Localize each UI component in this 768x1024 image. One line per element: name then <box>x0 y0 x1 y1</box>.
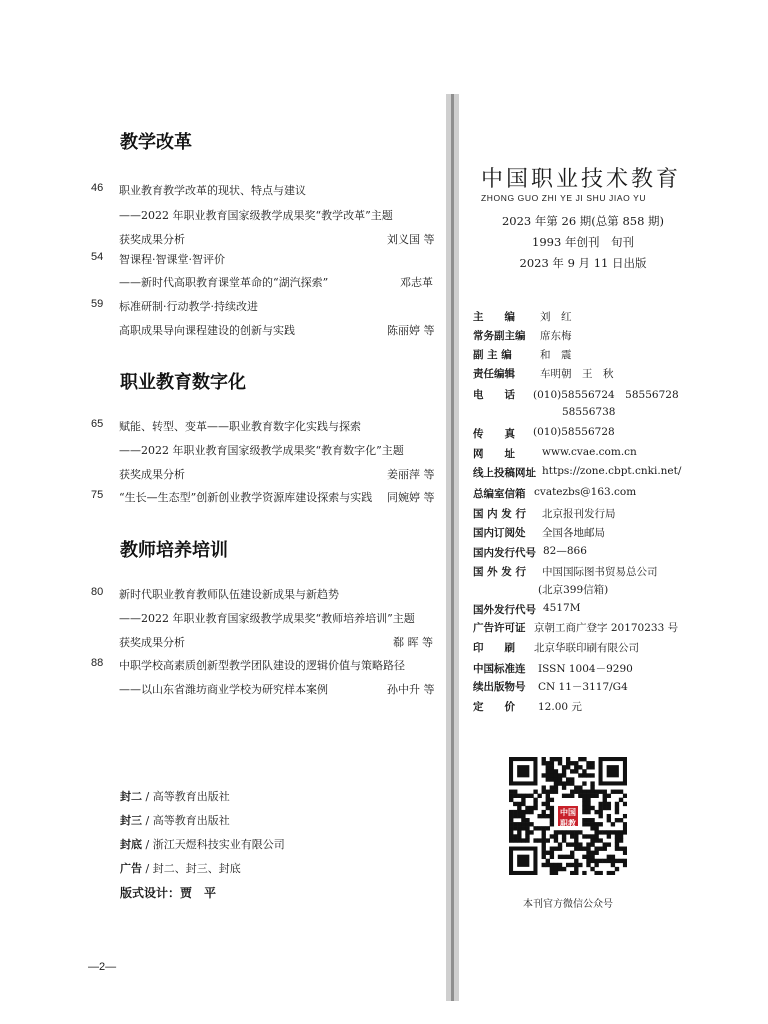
info-label: 责任编辑 <box>473 368 515 380</box>
info-value: 全国各地邮局 <box>542 527 605 539</box>
info-label: 网 址 <box>473 448 515 460</box>
toc-author: 同婉婷 等 <box>387 491 435 504</box>
credit-label: 封二 <box>120 790 142 803</box>
info-label: 国 内 发 行 <box>473 508 526 520</box>
info-value: 北京报刊发行局 <box>542 508 616 520</box>
credit-line: 封底 / 浙江天煜科技实业有限公司 <box>120 838 285 851</box>
toc-article-subtitle: 获奖成果分析 <box>119 636 185 649</box>
qr-code[interactable] <box>509 757 627 875</box>
toc-page-number: 88 <box>91 657 104 669</box>
toc-author: 姜丽萍 等 <box>387 468 435 481</box>
designer-label: 版式设计： <box>120 886 181 900</box>
toc-article-title[interactable]: 中职学校高素质创新型教学团队建设的逻辑价值与策略路径 <box>119 659 405 672</box>
toc-page-number: 65 <box>91 418 104 430</box>
journal-title: 中国职业技术教育 <box>481 167 682 192</box>
toc-article-subtitle: 高职成果导向课程建设的创新与实践 <box>119 324 295 337</box>
toc-author: 陈丽婷 等 <box>387 324 435 337</box>
toc-author: 孙中升 等 <box>387 683 435 696</box>
toc-page-number: 59 <box>91 298 104 310</box>
credit-line: 广告 / 封二、封三、封底 <box>120 862 241 875</box>
info-label: 常务副主编 <box>473 330 526 342</box>
toc-article-subtitle: 获奖成果分析 <box>119 468 185 481</box>
credit-value: 封二、封三、封底 <box>152 862 241 875</box>
info-label: 线上投稿网址 <box>473 467 536 479</box>
info-label: 国外发行代号 <box>473 604 536 616</box>
toc-article-subtitle: ——以山东省潍坊商业学校为研究样本案例 <box>119 683 328 696</box>
toc-page-number: 46 <box>91 182 104 194</box>
info-value: (010)58556724 58556728 <box>533 389 679 401</box>
section-title: 职业教育数字化 <box>120 372 246 393</box>
info-value: 58556738 <box>562 406 616 418</box>
toc-page-number: 54 <box>91 251 104 263</box>
info-label: 定 价 <box>473 701 515 713</box>
info-value: (010)58556728 <box>533 426 615 438</box>
submission-link[interactable]: https://zone.cbpt.cnki.net/ <box>542 465 682 477</box>
info-label: 中国标准连 <box>473 663 526 675</box>
designer-line <box>120 884 216 901</box>
credit-label: 封三 <box>120 814 142 827</box>
toc-article-title[interactable]: “生长—生态型”创新创业教学资源库建设探索与实践 <box>119 491 373 504</box>
info-value: 82—866 <box>543 545 587 557</box>
info-value: 京朝工商广登字 20170233 号 <box>534 622 679 634</box>
info-value: 席东梅 <box>540 330 572 342</box>
info-label: 国内发行代号 <box>473 547 536 559</box>
toc-article-subtitle: ——新时代高职教育课堂革命的“湖汽探索” <box>119 276 329 289</box>
credit-value: 高等教育出版社 <box>152 814 230 827</box>
section-title: 教学改革 <box>120 132 192 153</box>
qr-caption: 本刊官方微信公众号 <box>523 899 613 910</box>
qr-logo-badge: 中国职教 <box>556 804 580 828</box>
info-value: 刘 红 <box>540 311 572 323</box>
journal-pinyin: ZHONG GUO ZHI YE JI SHU JIAO YU <box>481 193 647 203</box>
info-label: 续出版物号 <box>473 681 526 693</box>
column-divider-line <box>451 94 454 1001</box>
website-link[interactable]: www.cvae.com.cn <box>542 446 637 458</box>
credit-value: 浙江天煜科技实业有限公司 <box>152 838 285 851</box>
info-label: 印 刷 <box>473 642 515 654</box>
info-value: 4517M <box>543 602 581 614</box>
info-label: 国内订阅处 <box>473 527 526 539</box>
info-value: 和 震 <box>540 349 572 361</box>
info-label: 广告许可证 <box>473 622 526 634</box>
info-value: (北京399信箱) <box>538 584 609 596</box>
section-title: 教师培养培训 <box>120 540 228 561</box>
toc-author: 邓志革 <box>400 276 433 289</box>
info-value: 中国国际图书贸易总公司 <box>542 566 658 578</box>
issue-number: 2023 年第 26 期(总第 858 期) <box>501 214 665 228</box>
toc-page-number: 80 <box>91 586 104 598</box>
credit-line: 封三 / 高等教育出版社 <box>120 814 230 827</box>
info-label: 总编室信箱 <box>473 488 526 500</box>
info-label: 国 外 发 行 <box>473 566 526 578</box>
toc-article-title[interactable]: 标准研制·行动教学·持续改进 <box>119 300 258 313</box>
toc-article-title[interactable]: 职业教育教学改革的现状、特点与建议 <box>119 184 306 197</box>
toc-article-subtitle: ——2022 年职业教育国家级教学成果奖“教师培养培训”主题 <box>119 612 415 625</box>
info-value: 车明朝 王 秋 <box>540 368 614 380</box>
info-value: 北京华联印刷有限公司 <box>534 642 639 654</box>
toc-article-title[interactable]: 新时代职业教育教师队伍建设新成果与新趋势 <box>119 588 339 601</box>
info-label: 副 主 编 <box>473 349 512 361</box>
toc-author: 郗 晖 等 <box>393 636 433 649</box>
page-number: —2— <box>88 961 117 973</box>
toc-article-subtitle: 获奖成果分析 <box>119 233 185 246</box>
toc-article-title[interactable]: 智课程·智课堂·智评价 <box>119 253 225 266</box>
info-value: CN 11－3117/G4 <box>538 681 628 693</box>
info-label: 传 真 <box>473 428 515 440</box>
credit-value: 高等教育出版社 <box>152 790 230 803</box>
toc-article-subtitle: ——2022 年职业教育国家级教学成果奖“教学改革”主题 <box>119 209 393 222</box>
credit-line: 封二 / 高等教育出版社 <box>120 790 230 803</box>
info-label: 主 编 <box>473 311 515 323</box>
toc-article-subtitle: ——2022 年职业教育国家级教学成果奖“教育数字化”主题 <box>119 444 404 457</box>
info-value: ISSN 1004－9290 <box>538 663 633 675</box>
publish-date: 2023 年 9 月 11 日出版 <box>519 256 647 270</box>
toc-page-number: 75 <box>91 489 104 501</box>
email-link[interactable]: cvatezbs@163.com <box>534 486 637 498</box>
toc-article-title[interactable]: 赋能、转型、变革——职业教育数字化实践与探索 <box>119 420 361 433</box>
credit-label: 广告 <box>120 862 142 875</box>
info-label: 电 话 <box>473 389 515 401</box>
info-value: 12.00 元 <box>538 701 582 713</box>
founded-frequency: 1993 年创刊 旬刊 <box>532 235 634 249</box>
credit-label: 封底 <box>120 838 142 851</box>
toc-author: 刘义国 等 <box>387 233 435 246</box>
designer-value: 贾 平 <box>180 886 217 900</box>
